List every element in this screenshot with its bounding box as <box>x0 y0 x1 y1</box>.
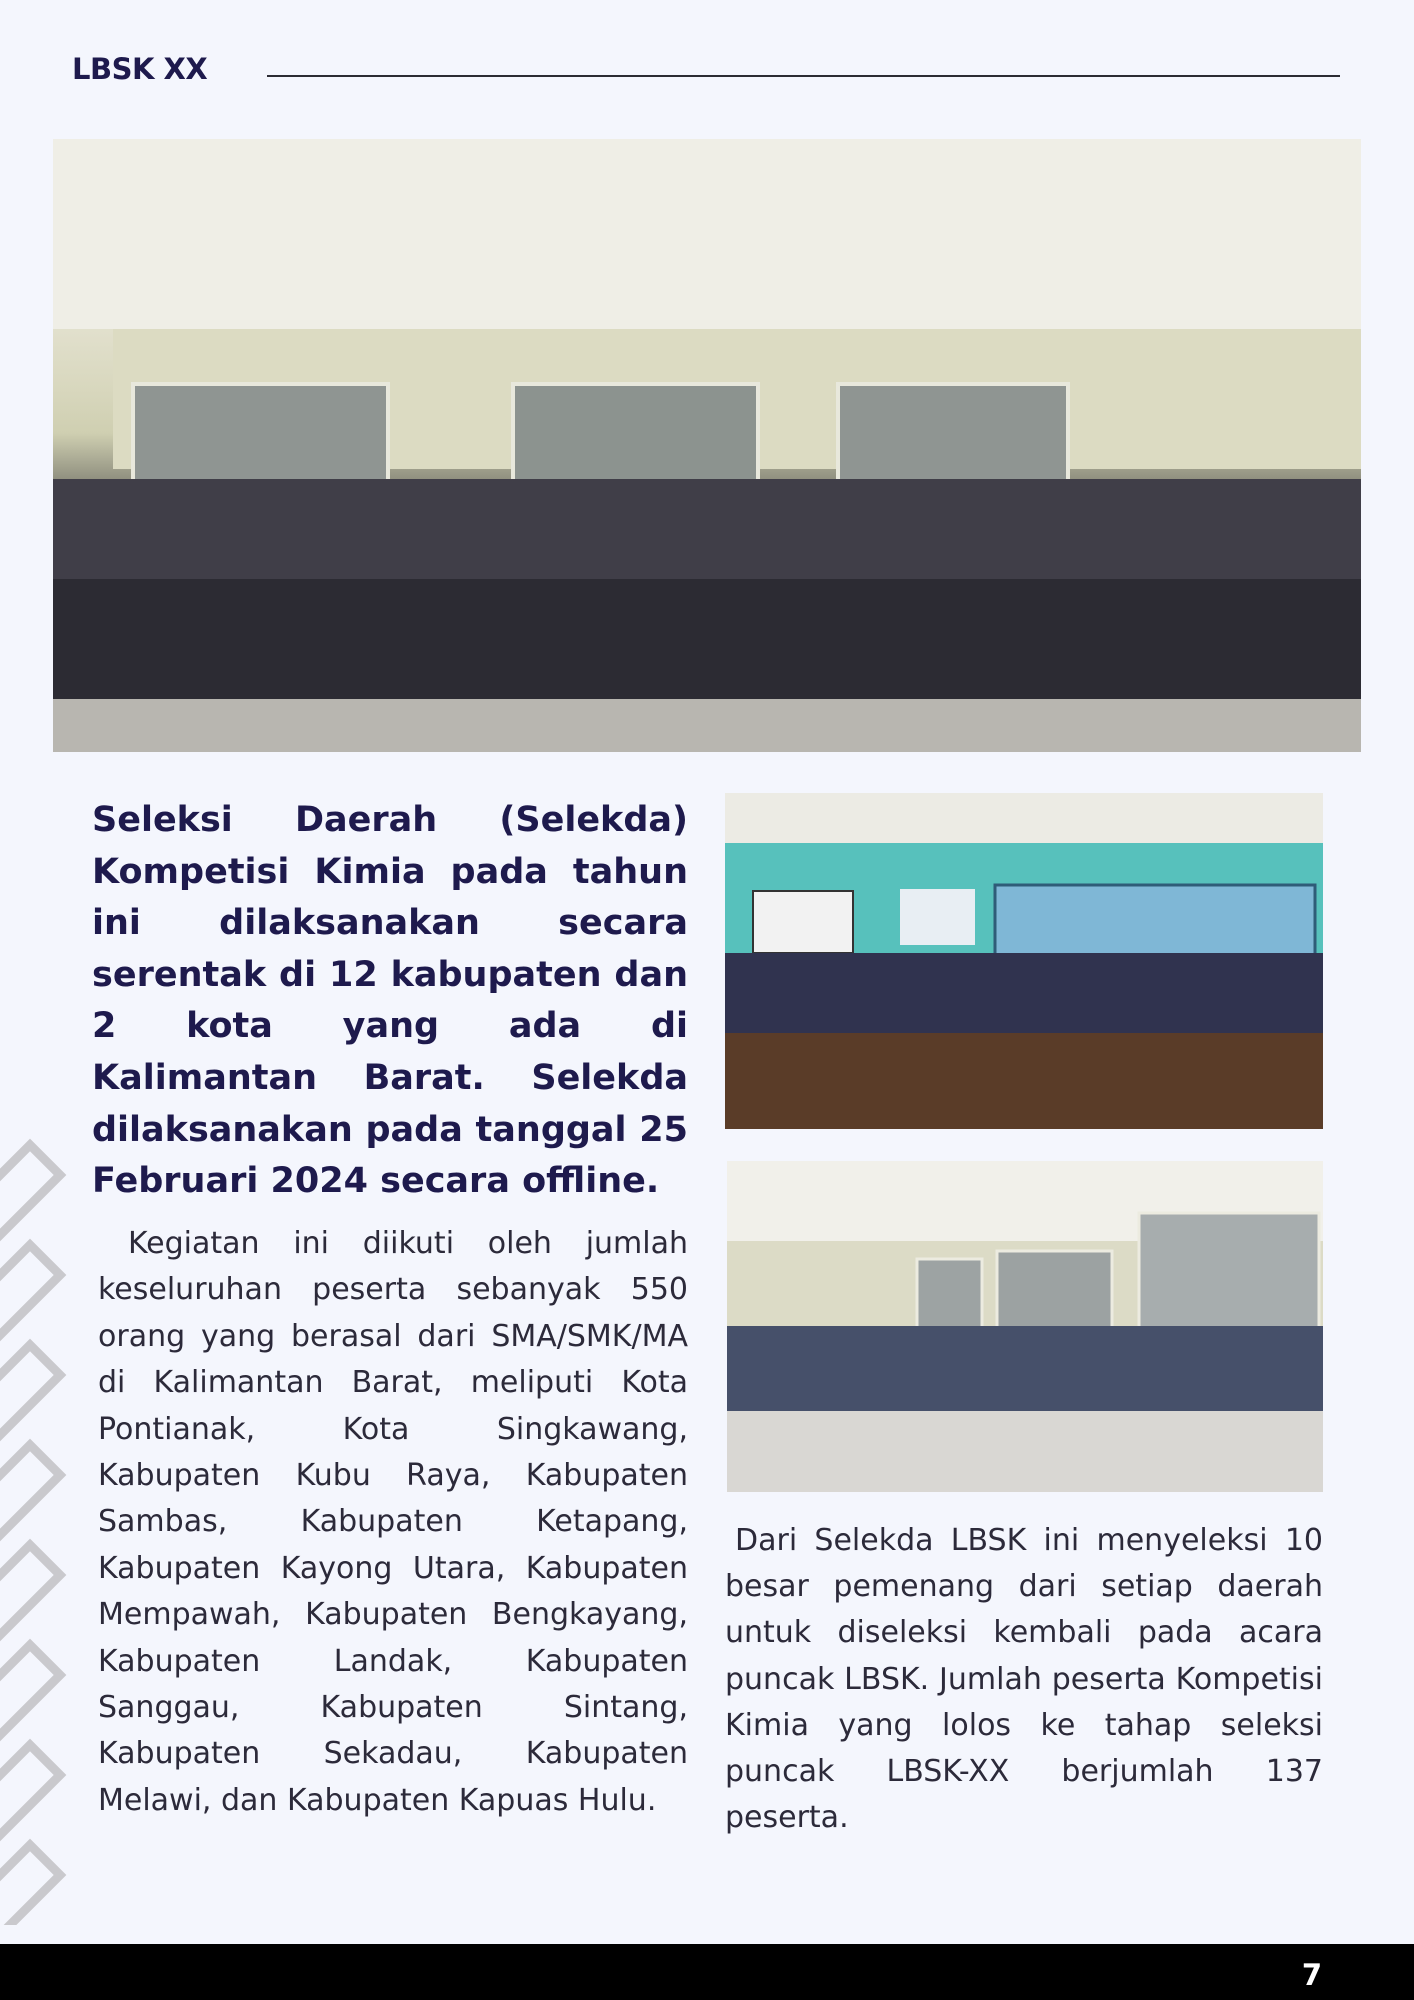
chevron-decoration-icon <box>0 1125 70 1925</box>
header-divider <box>267 75 1340 77</box>
exam-hall-photo <box>727 1161 1323 1492</box>
article-lead: Seleksi Daerah (Selekda) Kompetisi Kimia pada tahun ini dilaksanakan secara serentak di 12 kabupaten dan 2 kota yang ada di Kalimantan Barat. Selekda dilaksanakan pada tanggal 25 Februari 2024 secara offline. <box>92 800 688 1202</box>
article-body-right: Dari Selekda LBSK ini menyeleksi 10 besar pemenang dari setiap daerah untuk diseleksi kembali pada acara puncak LBSK. Jumlah peserta Kompetisi Kimia yang lolos ke tahap seleksi puncak LBSK-XX berjumlah 137 peserta. <box>725 1523 1323 1836</box>
exam-hall-photo-icon <box>727 1161 1323 1492</box>
page-number: 7 <box>1301 1958 1322 1992</box>
classroom-photo-icon <box>725 793 1323 1129</box>
group-photo <box>53 139 1361 752</box>
footer-bar <box>0 1944 1414 2000</box>
article-body-left: Kegiatan ini diikuti oleh jumlah keseluruhan peserta sebanyak 550 orang yang berasal dari SMA/SMK/MA di Kalimantan Barat, meliputi Kota Pontianak, Kota Singkawang, Kabupaten Kubu Raya, Kabupaten Sambas, Kabupaten Ketapang, Kabupaten Kayong Utara, Kabupaten Mempawah, Kabupaten Bengkayang, Kabupaten Landak, Kabupaten Sanggau, Kabupaten Sintang, Kabupaten Sekadau, Kabupaten Melawi, dan Kabupaten Kapuas Hulu. <box>98 1226 688 1818</box>
classroom-photo <box>725 793 1323 1129</box>
publication-title: LBSK XX <box>72 52 208 86</box>
group-photo-icon <box>53 139 1361 752</box>
